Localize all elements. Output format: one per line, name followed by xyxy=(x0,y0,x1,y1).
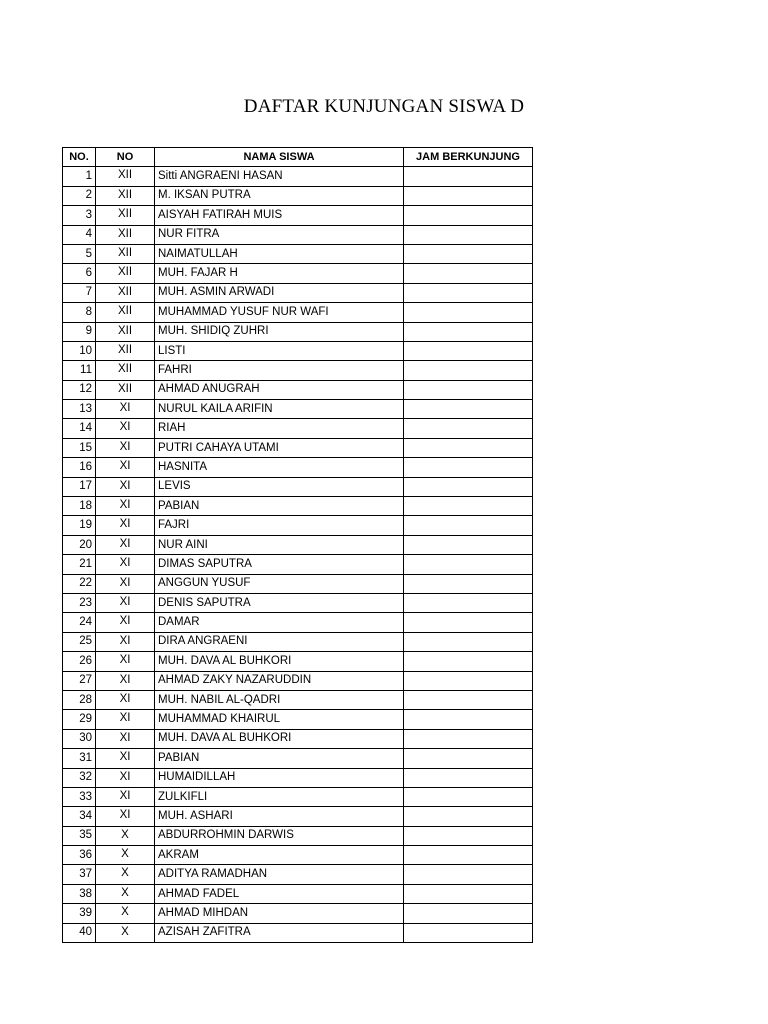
row-class-cell: XI xyxy=(96,516,155,535)
row-student-name-cell: Sitti ANGRAENI HASAN xyxy=(155,167,404,186)
row-number-cell: 32 xyxy=(63,768,96,787)
row-student-name-cell: M. IKSAN PUTRA xyxy=(155,186,404,205)
row-student-name-cell: MUH. DAVA AL BUHKORI xyxy=(155,729,404,748)
row-visit-time-cell xyxy=(404,846,533,865)
row-class-cell: XII xyxy=(96,322,155,341)
row-class-cell: X xyxy=(96,904,155,923)
row-student-name-cell: FAHRI xyxy=(155,361,404,380)
row-class-cell: XI xyxy=(96,477,155,496)
row-student-name-cell: ZULKIFLI xyxy=(155,787,404,806)
table-row xyxy=(63,322,533,341)
row-student-name-cell: DENIS SAPUTRA xyxy=(155,593,404,612)
row-number-cell: 27 xyxy=(63,671,96,690)
table-row xyxy=(63,593,533,612)
row-number-cell: 19 xyxy=(63,516,96,535)
row-student-name-cell: LEVIS xyxy=(155,477,404,496)
row-student-name-cell: PABIAN xyxy=(155,497,404,516)
row-class-cell: XII xyxy=(96,264,155,283)
row-visit-time-cell xyxy=(404,671,533,690)
table-row xyxy=(63,807,533,826)
row-number-cell: 5 xyxy=(63,244,96,263)
table-header-row xyxy=(63,148,533,167)
row-class-cell: XI xyxy=(96,768,155,787)
row-number-cell: 31 xyxy=(63,749,96,768)
row-visit-time-cell xyxy=(404,186,533,205)
row-number-cell: 29 xyxy=(63,710,96,729)
row-student-name-cell: DIRA ANGRAENI xyxy=(155,632,404,651)
table-row xyxy=(63,516,533,535)
row-class-cell: XI xyxy=(96,807,155,826)
row-visit-time-cell xyxy=(404,884,533,903)
row-student-name-cell: MUH. FAJAR H xyxy=(155,264,404,283)
row-visit-time-cell xyxy=(404,516,533,535)
row-number-cell: 17 xyxy=(63,477,96,496)
row-visit-time-cell xyxy=(404,167,533,186)
row-visit-time-cell xyxy=(404,264,533,283)
row-class-cell: XI xyxy=(96,419,155,438)
row-class-cell: XII xyxy=(96,303,155,322)
row-visit-time-cell xyxy=(404,322,533,341)
row-class-cell: XI xyxy=(96,555,155,574)
row-number-cell: 35 xyxy=(63,826,96,845)
row-number-cell: 36 xyxy=(63,846,96,865)
row-visit-time-cell xyxy=(404,477,533,496)
row-number-cell: 26 xyxy=(63,652,96,671)
row-class-cell: XI xyxy=(96,729,155,748)
row-number-cell: 25 xyxy=(63,632,96,651)
row-student-name-cell: AISYAH FATIRAH MUIS xyxy=(155,206,404,225)
table-row xyxy=(63,477,533,496)
row-visit-time-cell xyxy=(404,361,533,380)
row-number-cell: 38 xyxy=(63,884,96,903)
row-visit-time-cell xyxy=(404,865,533,884)
row-class-cell: XI xyxy=(96,593,155,612)
row-student-name-cell: MUH. ASHARI xyxy=(155,807,404,826)
row-class-cell: XI xyxy=(96,574,155,593)
row-visit-time-cell xyxy=(404,341,533,360)
row-student-name-cell: MUH. ASMIN ARWADI xyxy=(155,283,404,302)
row-number-cell: 7 xyxy=(63,283,96,302)
table-row xyxy=(63,710,533,729)
row-visit-time-cell xyxy=(404,206,533,225)
table-row xyxy=(63,671,533,690)
row-number-cell: 37 xyxy=(63,865,96,884)
row-student-name-cell: AHMAD ANUGRAH xyxy=(155,380,404,399)
row-student-name-cell: MUHAMMAD KHAIRUL xyxy=(155,710,404,729)
row-student-name-cell: NURUL KAILA ARIFIN xyxy=(155,400,404,419)
table-row xyxy=(63,749,533,768)
table-row xyxy=(63,787,533,806)
row-class-cell: X xyxy=(96,846,155,865)
row-class-cell: XI xyxy=(96,438,155,457)
table-row xyxy=(63,264,533,283)
row-student-name-cell: HUMAIDILLAH xyxy=(155,768,404,787)
row-class-cell: X xyxy=(96,865,155,884)
row-number-cell: 15 xyxy=(63,438,96,457)
row-visit-time-cell xyxy=(404,303,533,322)
row-student-name-cell: ADITYA RAMADHAN xyxy=(155,865,404,884)
row-visit-time-cell xyxy=(404,419,533,438)
row-number-cell: 23 xyxy=(63,593,96,612)
row-student-name-cell: NAIMATULLAH xyxy=(155,244,404,263)
table-row xyxy=(63,341,533,360)
row-visit-time-cell xyxy=(404,458,533,477)
row-class-cell: XII xyxy=(96,186,155,205)
row-student-name-cell: NUR FITRA xyxy=(155,225,404,244)
row-student-name-cell: AHMAD ZAKY NAZARUDDIN xyxy=(155,671,404,690)
row-student-name-cell: PUTRI CAHAYA UTAMI xyxy=(155,438,404,457)
row-visit-time-cell xyxy=(404,904,533,923)
row-visit-time-cell xyxy=(404,652,533,671)
table-row xyxy=(63,283,533,302)
row-class-cell: XI xyxy=(96,690,155,709)
row-number-cell: 28 xyxy=(63,690,96,709)
table-row xyxy=(63,419,533,438)
table-row xyxy=(63,400,533,419)
row-class-cell: XII xyxy=(96,244,155,263)
row-visit-time-cell xyxy=(404,555,533,574)
row-class-cell: XI xyxy=(96,671,155,690)
row-visit-time-cell xyxy=(404,244,533,263)
row-student-name-cell: LISTI xyxy=(155,341,404,360)
row-class-cell: XII xyxy=(96,206,155,225)
table-row xyxy=(63,380,533,399)
row-class-cell: XI xyxy=(96,458,155,477)
row-student-name-cell: FAJRI xyxy=(155,516,404,535)
table-row xyxy=(63,729,533,748)
table-row xyxy=(63,438,533,457)
row-number-cell: 24 xyxy=(63,613,96,632)
row-visit-time-cell xyxy=(404,690,533,709)
row-number-cell: 14 xyxy=(63,419,96,438)
table-row xyxy=(63,652,533,671)
table-row xyxy=(63,361,533,380)
row-visit-time-cell xyxy=(404,225,533,244)
row-student-name-cell: MUH. SHIDIQ ZUHRI xyxy=(155,322,404,341)
row-number-cell: 39 xyxy=(63,904,96,923)
row-visit-time-cell xyxy=(404,574,533,593)
row-number-cell: 34 xyxy=(63,807,96,826)
row-class-cell: XII xyxy=(96,283,155,302)
row-student-name-cell: ANGGUN YUSUF xyxy=(155,574,404,593)
row-class-cell: XI xyxy=(96,613,155,632)
row-student-name-cell: MUHAMMAD YUSUF NUR WAFI xyxy=(155,303,404,322)
row-class-cell: XII xyxy=(96,167,155,186)
row-student-name-cell: ABDURROHMIN DARWIS xyxy=(155,826,404,845)
row-student-name-cell: AKRAM xyxy=(155,846,404,865)
row-class-cell: X xyxy=(96,884,155,903)
row-visit-time-cell xyxy=(404,749,533,768)
row-number-cell: 10 xyxy=(63,341,96,360)
row-class-cell: XI xyxy=(96,400,155,419)
table-row xyxy=(63,613,533,632)
row-number-cell: 40 xyxy=(63,923,96,942)
row-class-cell: X xyxy=(96,826,155,845)
row-visit-time-cell xyxy=(404,787,533,806)
row-class-cell: XI xyxy=(96,497,155,516)
row-number-cell: 30 xyxy=(63,729,96,748)
row-visit-time-cell xyxy=(404,613,533,632)
table-row xyxy=(63,303,533,322)
row-number-cell: 4 xyxy=(63,225,96,244)
row-class-cell: XI xyxy=(96,749,155,768)
row-visit-time-cell xyxy=(404,632,533,651)
table-row xyxy=(63,186,533,205)
row-visit-time-cell xyxy=(404,593,533,612)
table-row xyxy=(63,497,533,516)
row-number-cell: 13 xyxy=(63,400,96,419)
row-number-cell: 2 xyxy=(63,186,96,205)
row-number-cell: 6 xyxy=(63,264,96,283)
row-class-cell: XI xyxy=(96,787,155,806)
row-visit-time-cell xyxy=(404,729,533,748)
row-class-cell: XII xyxy=(96,341,155,360)
row-class-cell: XII xyxy=(96,361,155,380)
table-row xyxy=(63,768,533,787)
table-row xyxy=(63,923,533,942)
table-row xyxy=(63,555,533,574)
row-student-name-cell: HASNITA xyxy=(155,458,404,477)
row-student-name-cell: AHMAD FADEL xyxy=(155,884,404,903)
table-row xyxy=(63,167,533,186)
row-student-name-cell: RIAH xyxy=(155,419,404,438)
table-row xyxy=(63,244,533,263)
row-class-cell: XII xyxy=(96,225,155,244)
row-number-cell: 11 xyxy=(63,361,96,380)
header-class: NO xyxy=(96,148,155,167)
row-student-name-cell: DAMAR xyxy=(155,613,404,632)
table-row xyxy=(63,884,533,903)
row-number-cell: 12 xyxy=(63,380,96,399)
table-row xyxy=(63,632,533,651)
row-visit-time-cell xyxy=(404,826,533,845)
table-row xyxy=(63,690,533,709)
row-visit-time-cell xyxy=(404,807,533,826)
row-class-cell: X xyxy=(96,923,155,942)
row-number-cell: 8 xyxy=(63,303,96,322)
row-visit-time-cell xyxy=(404,283,533,302)
row-number-cell: 9 xyxy=(63,322,96,341)
row-number-cell: 20 xyxy=(63,535,96,554)
table-row xyxy=(63,865,533,884)
row-visit-time-cell xyxy=(404,497,533,516)
row-student-name-cell: AZISAH ZAFITRA xyxy=(155,923,404,942)
row-class-cell: XI xyxy=(96,632,155,651)
row-class-cell: XI xyxy=(96,710,155,729)
row-student-name-cell: NUR AINI xyxy=(155,535,404,554)
row-number-cell: 3 xyxy=(63,206,96,225)
row-number-cell: 21 xyxy=(63,555,96,574)
table-row xyxy=(63,904,533,923)
table-row xyxy=(63,574,533,593)
row-visit-time-cell xyxy=(404,400,533,419)
row-class-cell: XI xyxy=(96,535,155,554)
row-student-name-cell: MUH. NABIL AL-QADRI xyxy=(155,690,404,709)
row-number-cell: 16 xyxy=(63,458,96,477)
row-student-name-cell: PABIAN xyxy=(155,749,404,768)
page-title xyxy=(0,96,768,118)
row-student-name-cell: AHMAD MIHDAN xyxy=(155,904,404,923)
row-visit-time-cell xyxy=(404,380,533,399)
row-class-cell: XI xyxy=(96,652,155,671)
row-visit-time-cell xyxy=(404,438,533,457)
row-student-name-cell: DIMAS SAPUTRA xyxy=(155,555,404,574)
header-number: NO. xyxy=(63,148,96,167)
header-student-name: NAMA SISWA xyxy=(155,148,404,167)
table-row xyxy=(63,846,533,865)
row-number-cell: 18 xyxy=(63,497,96,516)
row-visit-time-cell xyxy=(404,710,533,729)
row-number-cell: 1 xyxy=(63,167,96,186)
header-visit-time: JAM BERKUNJUNG xyxy=(404,148,533,167)
title-text: DAFTAR KUNJUNGAN SISWA D xyxy=(243,96,525,117)
row-number-cell: 22 xyxy=(63,574,96,593)
table-row xyxy=(63,458,533,477)
row-student-name-cell: MUH. DAVA AL BUHKORI xyxy=(155,652,404,671)
table-row xyxy=(63,206,533,225)
row-number-cell: 33 xyxy=(63,787,96,806)
table-row xyxy=(63,826,533,845)
table-row xyxy=(63,225,533,244)
row-visit-time-cell xyxy=(404,923,533,942)
row-class-cell: XII xyxy=(96,380,155,399)
table-row xyxy=(63,535,533,554)
row-visit-time-cell xyxy=(404,768,533,787)
student-visit-table xyxy=(62,147,533,943)
row-visit-time-cell xyxy=(404,535,533,554)
